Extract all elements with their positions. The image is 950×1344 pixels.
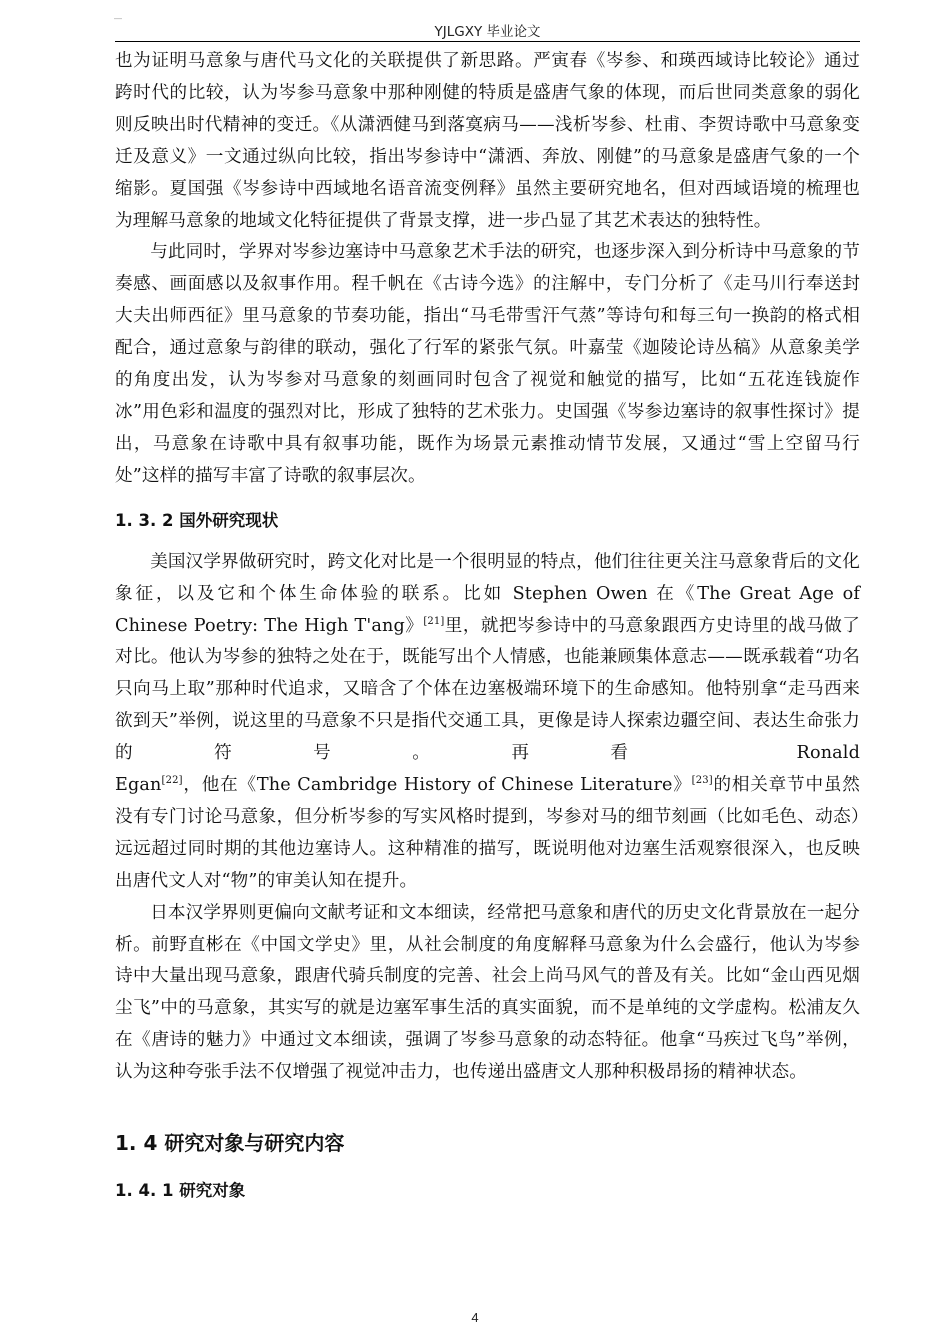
text-run: 的相关章节中虽然没有专门讨论马意象，但分析岑参的写实风格时提到，岑参对马的细节刻画（比如毛色、动态）远远超过同时期的其他边塞诗人。这种精准的描写，既说明他对边塞生活观察很深入，也反映出唐代文人对“物”的审美认知在提升。	[115, 775, 860, 891]
citation-ref-23: [23]	[691, 775, 713, 787]
text-run: ，他在《The Cambridge History of Chinese Literature》	[182, 775, 692, 796]
citation-ref-22: [22]	[161, 775, 183, 787]
header-mark: —	[114, 14, 122, 23]
page-body	[115, 46, 860, 1203]
text-run: 美国汉学界做研究时，跨文化对比是一个很明显的特点，他们往往更关注马意象背后的文化象征，以及它和个体生命体验的联系。比如 Stephen Owen 在《The Great Age of Chinese Poetry: The High T'ang》	[115, 551, 860, 636]
section-heading-1-4: 1. 4 研究对象与研究内容	[115, 1131, 345, 1156]
running-header: YJLGXY 毕业论文	[434, 24, 541, 40]
header-rule	[115, 41, 860, 42]
paragraph-us-sinology	[115, 547, 860, 898]
paragraph-japan-sinology: 日本汉学界则更偏向文献考证和文本细读，经常把马意象和唐代的历史文化背景放在一起分析。前野直彬在《中国文学史》里，从社会制度的角度解释马意象为什么会盛行，他认为岑参诗中大量出现马意象，跟唐代骑兵制度的完善、社会上尚马风气的普及有关。比如“金山西见烟尘飞”中的马意象，其实写的就是边塞军事生活的真实面貌，而不是单纯的文学虚构。松浦友久在《唐诗的魅力》中通过文本细读，强调了岑参马意象的动态特征。他拿“马疾过飞鸟”举例，认为这种夸张手法不仅增强了视觉冲击力，也传递出盛唐文人那种积极昂扬的精神状态。	[115, 902, 860, 1083]
citation-ref-21: [21]	[423, 615, 445, 627]
paragraph-art-techniques: 与此同时，学界对岑参边塞诗中马意象艺术手法的研究，也逐步深入到分析诗中马意象的节奏感、画面感以及叙事作用。程千帆在《古诗今选》的注解中，专门分析了《走马川行奉送封大夫出师西征》里马意象的节奏功能，指出“马毛带雪汗气蒸”等诗句和每三句一换韵的格式相配合，通过意象与韵律的联动，强化了行军的紧张气氛。叶嘉莹《迦陵论诗丛稿》从意象美学的角度出发，认为岑参对马意象的刻画同时包含了视觉和触觉的描写，比如“五花连钱旋作冰”用色彩和温度的强烈对比，形成了独特的艺术张力。史国强《岑参边塞诗的叙事性探讨》提出，马意象在诗歌中具有叙事功能，既作为场景元素推动情节发展，又通过“雪上空留马行处”这样的描写丰富了诗歌的叙事层次。	[115, 242, 860, 486]
text-run: 里，就把岑参诗中的马意象跟西方史诗里的战马做了对比。他认为岑参的独特之处在于，既能写出个人情感，也能兼顾集体意志——既承载着“功名只向马上取”那种时代追求，又暗含了个体在边塞极端环境下的生命感知。他特别拿“走马西来欲到天”举例，说这里的马意象不只是指代交通工具，更像是诗人探索边疆空间、表达生命张力的符号。再看 Ronald Egan	[115, 615, 861, 796]
page-number: 4	[471, 1310, 479, 1325]
section-heading-1-4-1: 1. 4. 1 研究对象	[115, 1181, 246, 1201]
section-heading-1-3-2: 1. 3. 2 国外研究现状	[115, 510, 279, 530]
paragraph-continued: 也为证明马意象与唐代马文化的关联提供了新思路。严寅春《岑参、和瑛西域诗比较论》通过跨时代的比较，认为岑参马意象中那种刚健的特质是盛唐气象的体现，而后世同类意象的弱化则反映出时代精神的变迁。《从潇洒健马到落寞病马——浅析岑参、杜甫、李贺诗歌中马意象变迁及意义》一文通过纵向比较，指出岑参诗中“潇洒、奔放、刚健”的马意象是盛唐气象的一个缩影。夏国强《岑参诗中西域地名语音流变例释》虽然主要研究地名，但对西域语境的梳理也为理解马意象的地域文化特征提供了背景支撑，进一步凸显了其艺术表达的独特性。	[115, 51, 860, 231]
